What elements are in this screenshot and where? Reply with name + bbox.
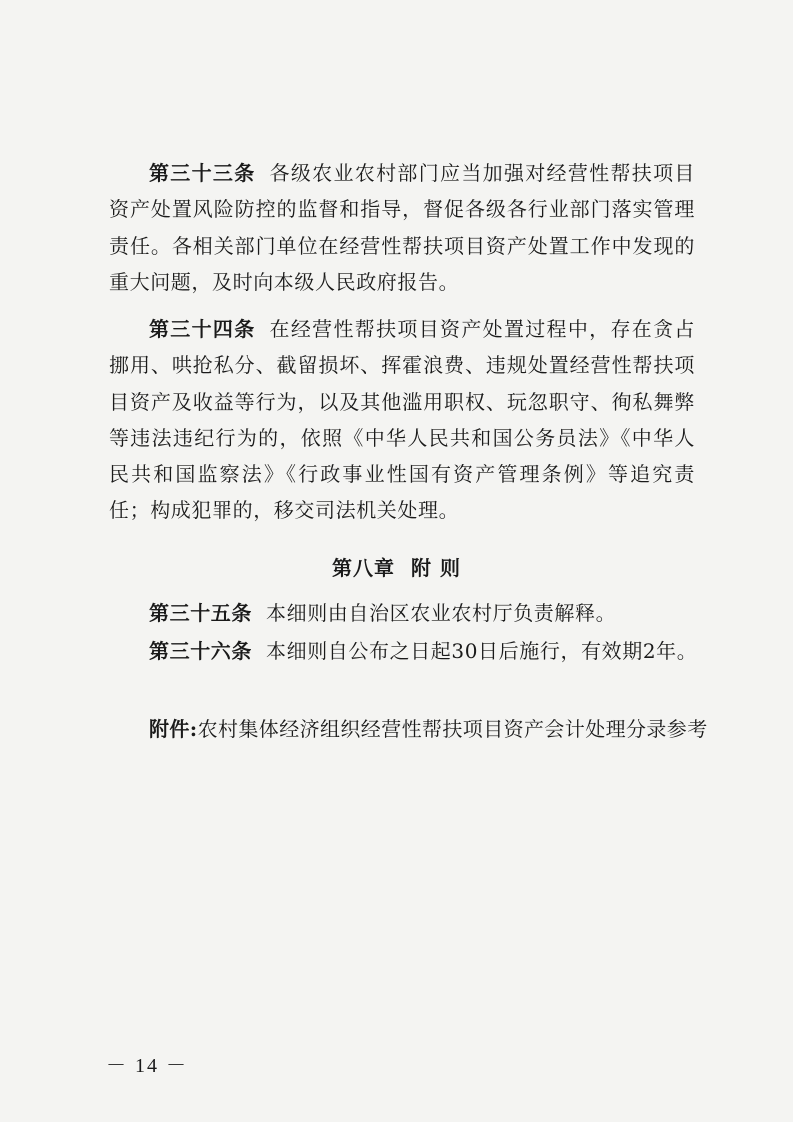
article-33-body — [109, 155, 695, 300]
attachment-text: 农村集体经济组织经营性帮扶项目资产会计处理分录参考 — [197, 717, 708, 741]
article-34 — [109, 311, 695, 529]
article-35 — [149, 597, 616, 626]
attachment-label: 附件: — [149, 717, 198, 741]
article-35-label: 第三十五条 — [149, 601, 252, 625]
article-35-text: 本细则由自治区农业农村厅负责解释。 — [266, 601, 617, 625]
article-36-text: 本细则自公布之日起30日后施行，有效期2年。 — [266, 639, 698, 663]
chapter-heading — [0, 552, 793, 581]
article-33 — [109, 155, 695, 300]
article-33-text: 各级农业农村部门应当加强对经营性帮扶项目资产处置风险防控的监督和指导，督促各级各行业部门落实管理责任。各相关部门单位在经营性帮扶项目资产处置工作中发现的重大问题，及时向本级人民政府报告。 — [109, 161, 696, 294]
article-34-label: 第三十四条 — [149, 317, 256, 341]
attachment-note — [149, 713, 708, 742]
article-36 — [149, 635, 697, 664]
page-number: － 14 － — [106, 1055, 188, 1077]
article-33-label: 第三十三条 — [149, 161, 256, 185]
article-34-body — [109, 311, 695, 529]
chapter-number: 第八章 — [332, 556, 396, 580]
article-34-text: 在经营性帮扶项目资产处置过程中，存在贪占挪用、哄抢私分、截留损坏、挥霍浪费、违规处置经营性帮扶项目资产及收益等行为，以及其他滥用职权、玩忽职守、徇私舞弊等违法违纪行为的，依照《中华人民共和国公务员法》《中华人民共和国监察法》《行政事业性国有资产管理条例》等追究责任；构成犯罪的，移交司法机关处理。 — [109, 317, 696, 523]
chapter-title: 附 则 — [411, 556, 461, 580]
article-36-label: 第三十六条 — [149, 639, 252, 663]
